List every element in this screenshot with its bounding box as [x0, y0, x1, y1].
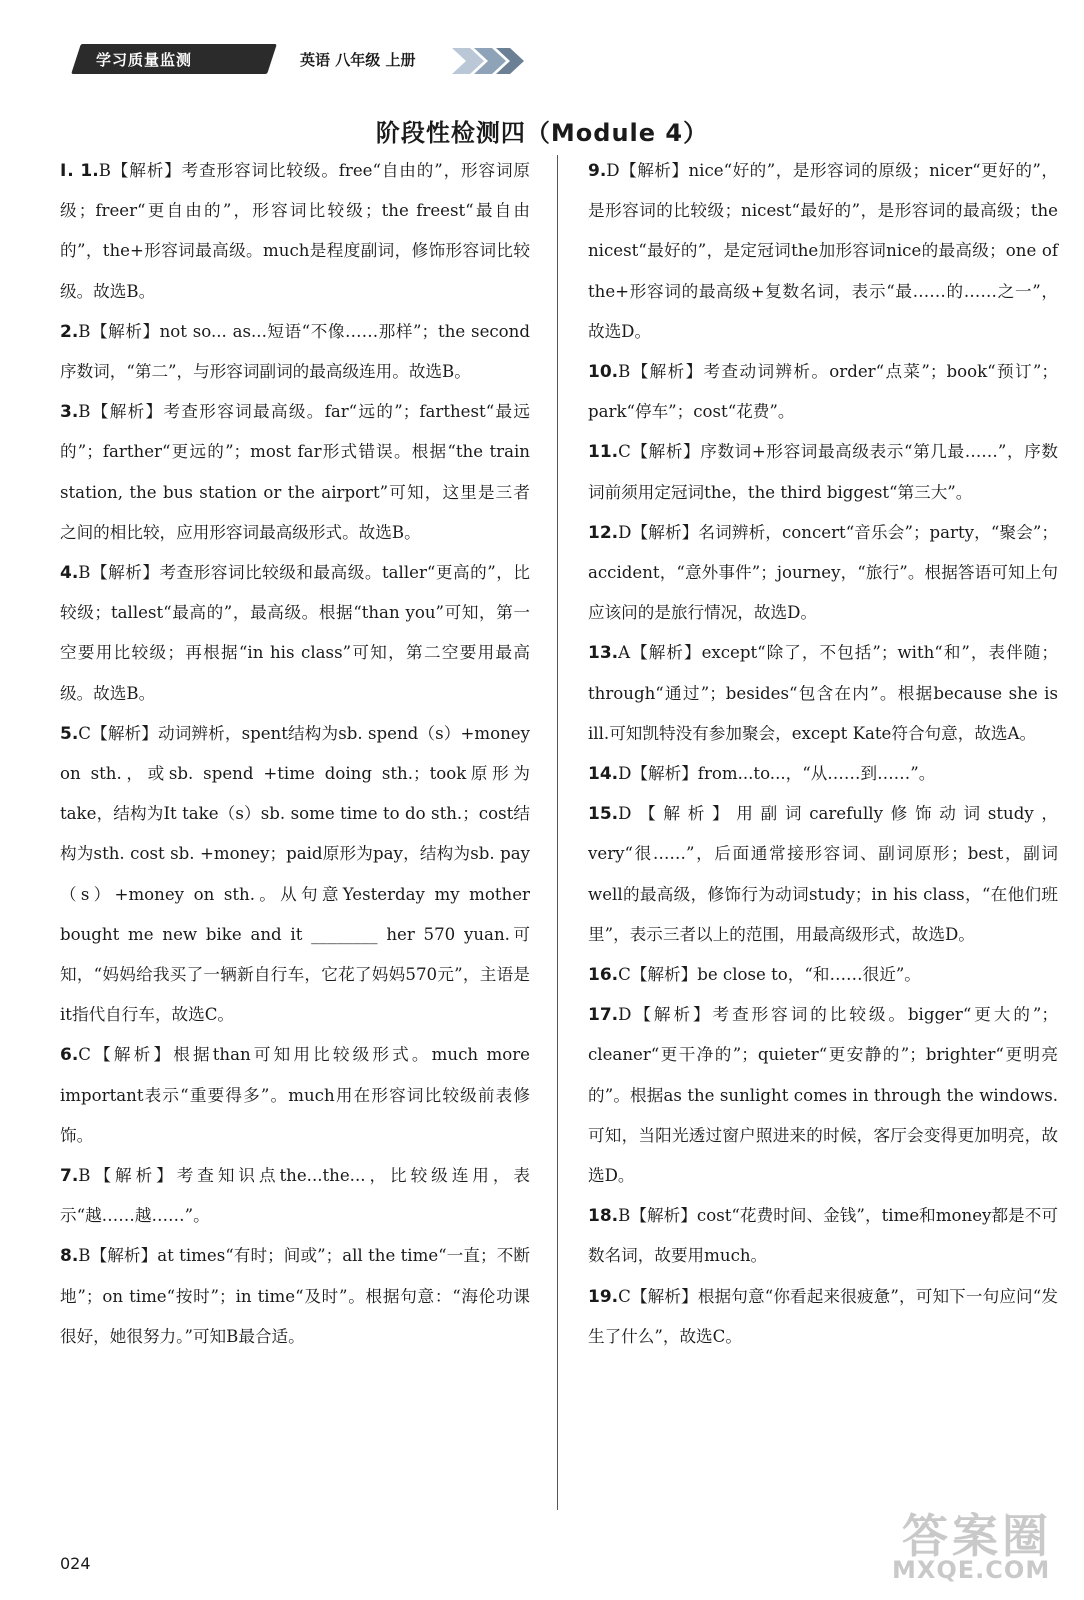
item-number: 11. [588, 442, 619, 463]
item-number: 10. [588, 362, 619, 383]
watermark-text: 答案圈 [902, 1509, 1052, 1563]
item-number: 19. [588, 1286, 619, 1307]
series-title: 学习质量监测 [96, 51, 193, 69]
item-number: Ⅰ. 1. [60, 161, 99, 181]
watermark-url: MXQE.COM [892, 1556, 1051, 1584]
item-number: 12. [588, 522, 619, 543]
page-number: 024 [60, 1554, 91, 1573]
item-text: C【解析】动词辨析，spent结构为sb. spend（s）+money on sth.，或sb. spend +time doing sth.；took原形为take，结构为It take（s）sb. some time to do sth.；cost结构为sth. cost sb. +money；paid原形为pay，结构为sb. pay（s）+money on sth.。从句意Yesterday my mother bought me new bike and it ________ her 570 yuan.可知，“妈妈给我买了一辆新自行车，它花了妈妈570元”，主语是it指代自行车，故选C。 [60, 723, 530, 1025]
answer-item [60, 392, 530, 553]
answer-item [588, 1277, 1058, 1357]
item-number: 14. [588, 764, 619, 785]
item-number: 17. [588, 1005, 619, 1026]
item-text: B【解析】考查形容词最高级。far“远的”；farthest“最远的”；farther“更远的”；most far形式错误。根据“the train station, the bus station or the airport”可知，这里是三者之间的相比较，应用形容词最高级形式。故选B。 [60, 402, 530, 542]
item-number: 9. [588, 161, 607, 181]
page-title: 阶段性检测四（Module 4） [375, 119, 709, 147]
item-text: D【解析】from...to...，“从……到……”。 [618, 764, 936, 784]
item-text: B【解析】考查形容词比较级和最高级。taller“更高的”，比较级；tallest“最高的”，最高级。根据“than you”可知，第一空要用比较级；再根据“in his class”可知，第二空要用最高级。故选B。 [60, 563, 530, 703]
item-number: 15. [588, 804, 619, 825]
left-column [60, 151, 530, 1357]
item-text: D【解析】名词辨析，concert“音乐会”；party，“聚会”；accident，“意外事件”；journey，“旅行”。根据答语可知上句应该问的是旅行情况，故选D。 [588, 522, 1058, 623]
answer-item [588, 513, 1058, 634]
right-column [588, 151, 1058, 1357]
item-number: 6. [60, 1045, 79, 1066]
item-number: 16. [588, 965, 619, 986]
item-text: C【解析】序数词+形容词最高级表示“第几最……”，序数词前须用定冠词the，the third biggest“第三大”。 [588, 442, 1058, 502]
watermark-logo [892, 1500, 1072, 1590]
answer-item [60, 1236, 530, 1357]
item-text: D【解析】用副词carefully修饰动词study，very“很……”，后面通常接形容词、副词原形；best，副词well的最高级，修饰行为动词study；in his class，“在他们班里”，表示三者以上的范围，用最高级形式，故选D。 [588, 804, 1058, 944]
item-number: 13. [588, 643, 619, 664]
item-number: 3. [60, 402, 79, 423]
answer-item [588, 1196, 1058, 1276]
answer-item [60, 553, 530, 714]
item-text: B【解析】not so... as...短语“不像……那样”；the second序数词，“第二”，与形容词副词的最高级连用。故选B。 [60, 321, 530, 382]
answer-item [588, 995, 1058, 1196]
answer-item [60, 151, 530, 312]
chevron-arrows-icon [452, 44, 524, 78]
answer-item [588, 794, 1058, 955]
answer-item [588, 955, 1058, 995]
answer-item [588, 432, 1058, 512]
answer-item [588, 754, 1058, 794]
item-text: A【解析】except“除了，不包括”；with“和”，表伴随；through“通过”；besides“包含在内”。根据because she is ill.可知凯特没有参加聚会，except Kate符合句意，故选A。 [588, 643, 1058, 743]
item-text: B【解析】考查知识点the...the...，比较级连用，表示“越……越……”。 [60, 1166, 530, 1226]
item-number: 8. [60, 1246, 79, 1267]
answer-item [588, 352, 1058, 432]
item-text: D【解析】nice“好的”，是形容词的原级；nicer“更好的”，是形容词的比较级；nicest“最好的”，是形容词的最高级；the nicest“最好的”，是定冠词the加形容词nice的最高级；one of the+形容词的最高级+复数名词，表示“最……的……之一”，故选D。 [588, 161, 1058, 341]
item-text: B【解析】考查动词辨析。order“点菜”；book“预订”；park“停车”；cost“花费”。 [588, 362, 1058, 422]
item-number: 2. [60, 321, 79, 342]
item-number: 4. [60, 563, 79, 584]
item-number: 7. [60, 1166, 79, 1187]
item-text: C【解析】根据句意“你看起来很疲惫”，可知下一句应问“发生了什么”，故选C。 [588, 1286, 1058, 1346]
item-text: D【解析】考查形容词的比较级。bigger“更大的”；cleaner“更干净的”；quieter“更安静的”；brighter“更明亮的”。根据as the sunlight comes in through the windows.可知，当阳光透过窗户照进来的时候，客厅会变得更加明亮，故选D。 [588, 1005, 1058, 1186]
item-text: C【解析】be close to，“和……很近”。 [618, 965, 921, 985]
item-text: B【解析】考查形容词比较级。free“自由的”，形容词原级；freer“更自由的”，形容词比较级；the freest“最自由的”，the+形容词最高级。much是程度副词，修饰形容词比较级。故选B。 [60, 161, 531, 301]
item-text: C【解析】根据than可知用比较级形式。much more important表示“重要得多”。much用在形容词比较级前表修饰。 [60, 1045, 530, 1145]
book-meta: 英语 八年级 上册 [300, 51, 416, 69]
item-text: B【解析】cost“花费时间、金钱”，time和money都是不可数名词，故要用much。 [588, 1206, 1058, 1266]
answer-item [60, 312, 530, 392]
answer-item [60, 714, 530, 1036]
answer-item [588, 633, 1058, 754]
answer-item [60, 1156, 530, 1236]
item-number: 18. [588, 1206, 619, 1227]
page-header [60, 40, 480, 84]
answer-item [60, 1035, 530, 1156]
item-text: B【解析】at times“有时；间或”；all the time“一直；不断地”；on time“按时”；in time“及时”。根据句意：“海伦功课很好，她很努力。”可知B最合适。 [60, 1246, 530, 1346]
item-number: 5. [60, 723, 79, 744]
column-divider [557, 155, 558, 1510]
answer-item [588, 151, 1058, 352]
